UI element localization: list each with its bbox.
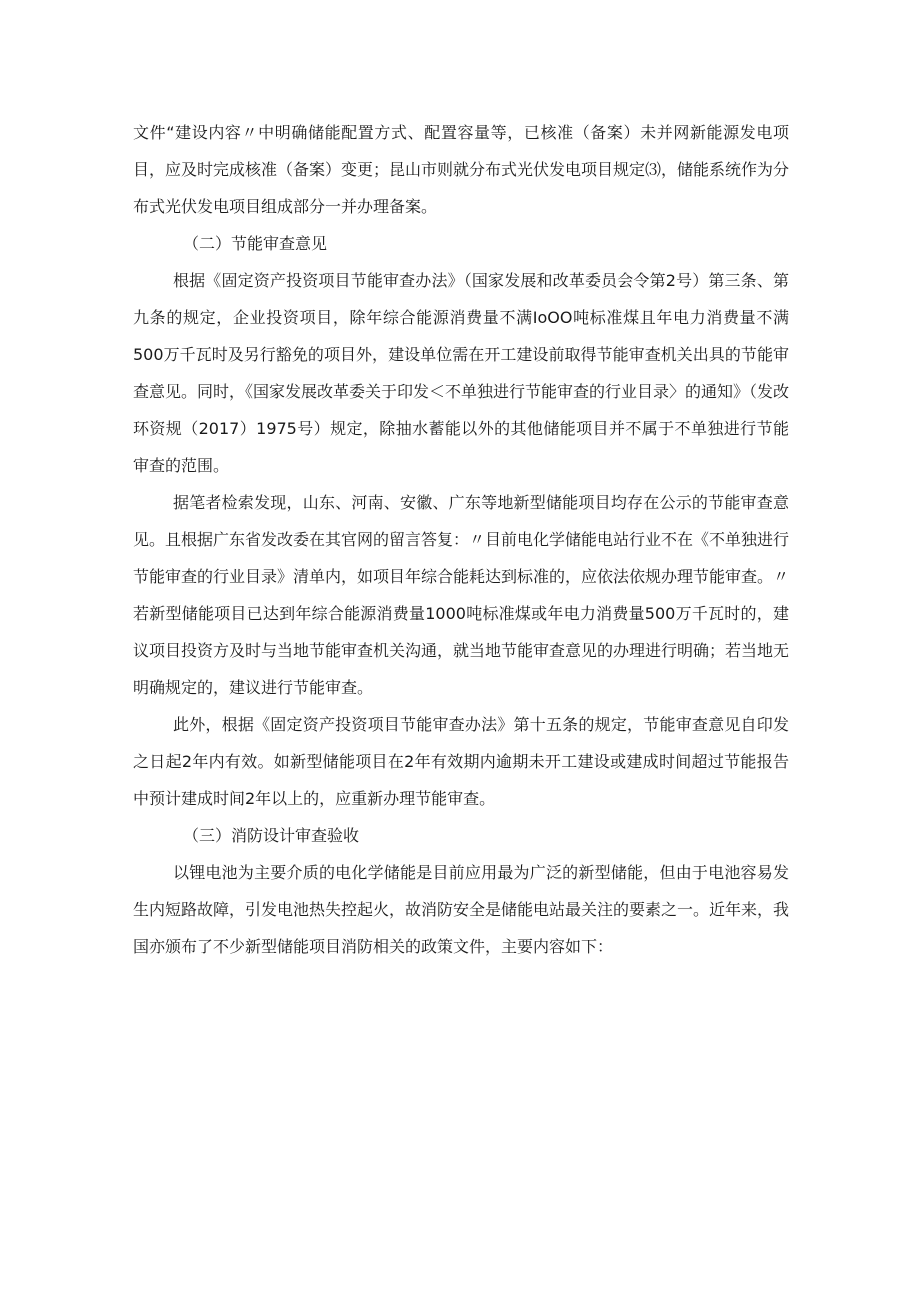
section-heading-energy-review: （二）节能审查意见 xyxy=(183,234,328,253)
document-page xyxy=(133,114,789,965)
paragraph-continued: 文件“建设内容〃中明确储能配置方式、配置容量等，已核准（备案）未并网新能源发电项目，应及时完成核准（备案）变更；昆山市则就分布式光伏发电项目规定⑶，储能系统作为分布式光伏发电项目组成部分一并办理备案。 xyxy=(133,123,790,216)
paragraph-fire-design: 以锂电池为主要介质的电化学储能是目前应用最为广泛的新型储能，但由于电池容易发生内短路故障，引发电池热失控起火，故消防安全是储能电站最关注的要素之一。近年来，我国亦颁布了不少新型储能项目消防相关的政策文件，主要内容如下： xyxy=(133,863,790,956)
paragraph-energy-review-validity: 此外，根据《固定资产投资项目节能审查办法》第十五条的规定，节能审查意见自印发之日起2年内有效。如新型储能项目在2年有效期内逾期未开工建设或建成时间超过节能报告中预计建成时间2年以上的，应重新办理节能审查。 xyxy=(133,715,789,808)
paragraph-energy-review-practice: 据笔者检索发现，山东、河南、安徽、广东等地新型储能项目均存在公示的节能审查意见。且根据广东省发改委在其官网的留言答复：〃目前电化学储能电站行业不在《不单独进行节能审查的行业目录》清单内，如项目年综合能耗达到标准的，应依法依规办理节能审查。〃若新型储能项目已达到年综合能源消费量1000吨标准煤或年电力消费量500万千瓦时的，建议项目投资方及时与当地节能审查机关沟通，就当地节能审查意见的办理进行明确；若当地无明确规定的，建议进行节能审查。 xyxy=(133,493,790,697)
section-heading-fire-design: （三）消防设计审查验收 xyxy=(183,826,360,845)
paragraph-energy-review-regulation: 根据《固定资产投资项目节能审查办法》（国家发展和改革委员会令第2号）第三条、第九条的规定，企业投资项目，除年综合能源消费量不满IoOO吨标准煤且年电力消费量不满500万千瓦时及另行豁免的项目外，建设单位需在开工建设前取得节能审查机关出具的节能审查意见。同时，《国家发展改革委关于印发＜不单独进行节能审查的行业目录〉的通知》（发改环资规（2017）1975号）规定，除抽水蓄能以外的其他储能项目并不属于不单独进行节能审查的范围。 xyxy=(133,271,790,475)
